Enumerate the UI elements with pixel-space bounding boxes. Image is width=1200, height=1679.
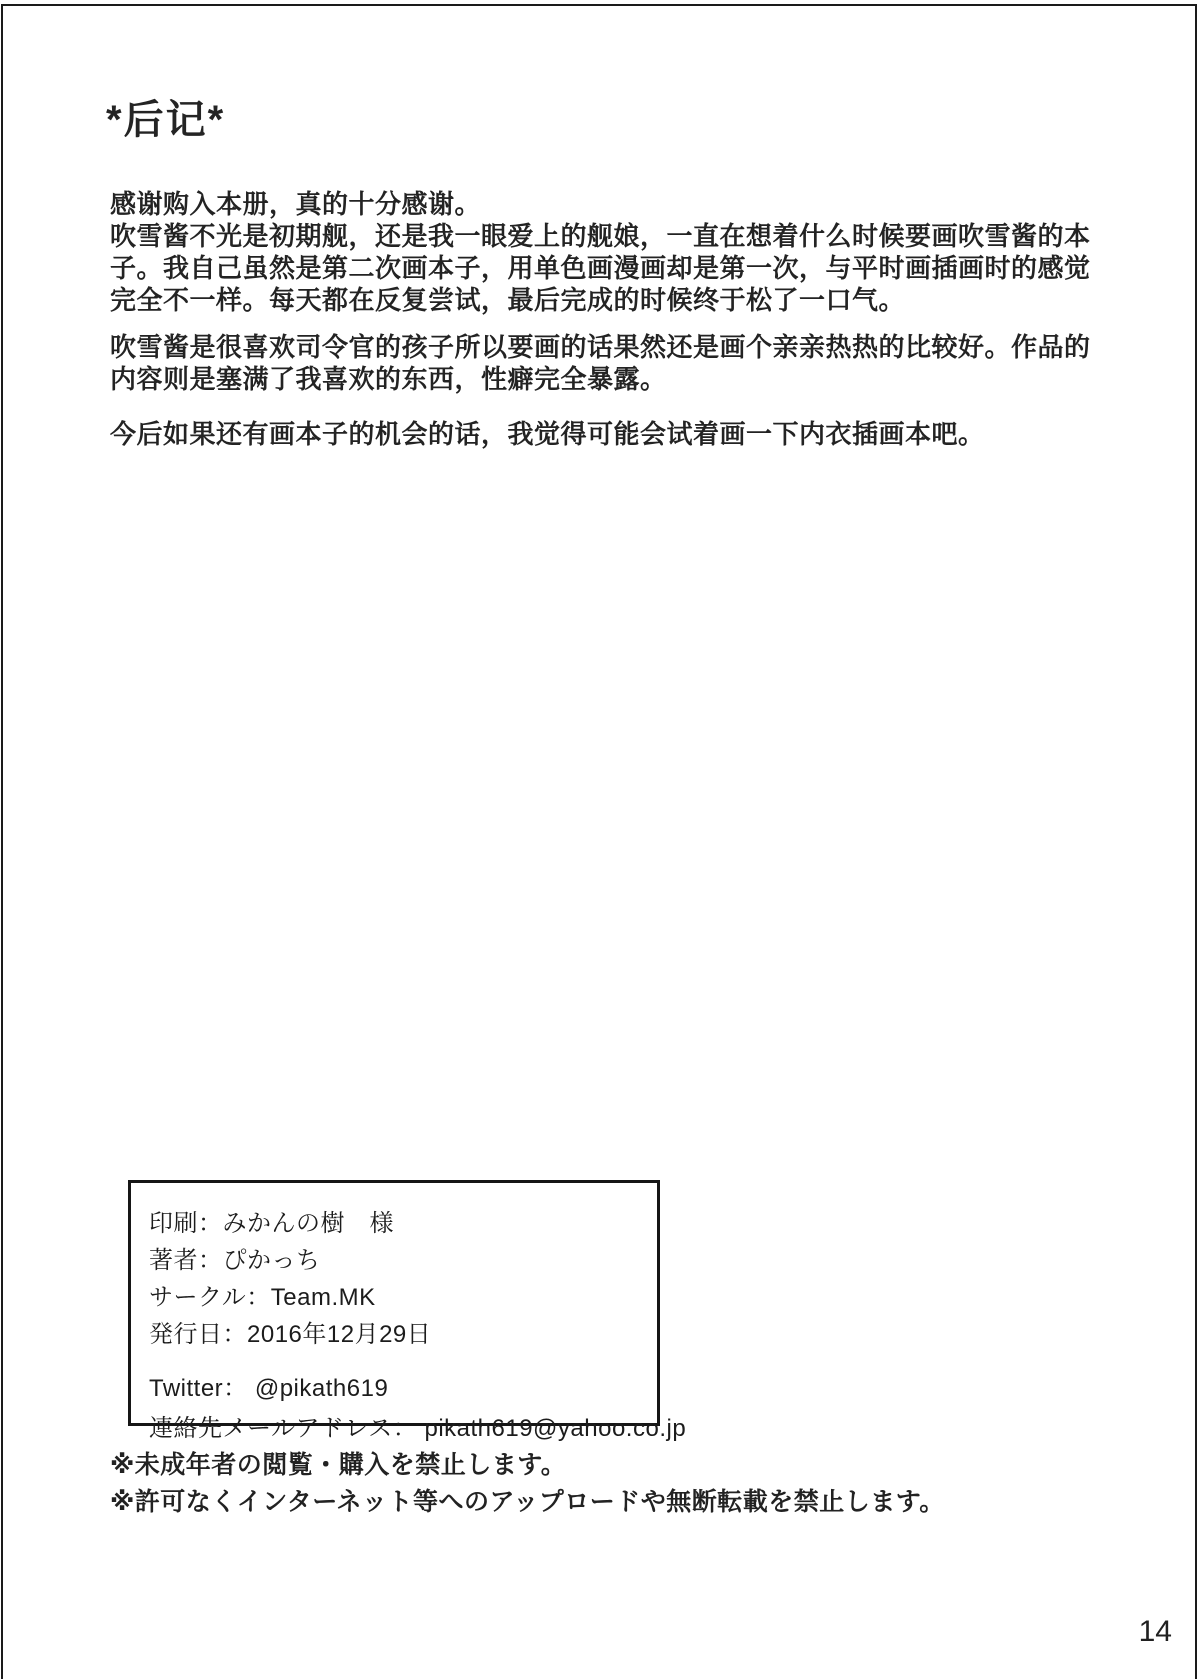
credit-twitter: Twitter： @pikath619 — [149, 1375, 389, 1402]
text-line: 吹雪酱是很喜欢司令官的孩子所以要画的话果然还是画个亲亲热热的比较好。作品的 — [110, 332, 1091, 362]
text-line: 子。我自己虽然是第二次画本子，用单色画漫画却是第一次，与平时画插画时的感觉 — [110, 253, 1091, 283]
afterword-paragraph-3 — [110, 418, 1110, 450]
notice-age-restriction: ※未成年者の閲覧・購入を禁止します。 — [110, 1451, 567, 1479]
text-line: 今后如果还有画本子的机会的话，我觉得可能会试着画一下内衣插画本吧。 — [110, 419, 985, 449]
credit-circle: サークル：Team.MK — [149, 1284, 376, 1311]
notices — [110, 1447, 945, 1521]
credit-publish-date: 発行日：2016年12月29日 — [149, 1321, 432, 1348]
credits-box — [128, 1180, 687, 1442]
page-title: *后记* — [106, 98, 226, 142]
credit-printer: 印刷：みかんの樹 様 — [149, 1210, 394, 1237]
afterword-paragraph-1 — [110, 188, 1110, 316]
text-line: 完全不一样。每天都在反复尝试，最后完成的时候终于松了一口气。 — [110, 285, 906, 315]
page-number: 14 — [1138, 1615, 1172, 1648]
credit-author: 著者：ぴかっち — [149, 1247, 321, 1274]
text-line: 感谢购入本册，真的十分感谢。 — [110, 189, 482, 219]
text-line: 内容则是塞满了我喜欢的东西，性癖完全暴露。 — [110, 364, 667, 394]
credit-email: 連絡先メールアドレス： pikath619@yahoo.co.jp — [149, 1415, 687, 1442]
text-line: 吹雪酱不光是初期舰，还是我一眼爱上的舰娘，一直在想着什么时候要画吹雪酱的本 — [110, 221, 1091, 251]
afterword-paragraph-2 — [110, 331, 1110, 395]
notice-no-upload: ※許可なくインターネット等へのアップロードや無断転載を禁止します。 — [110, 1488, 945, 1516]
